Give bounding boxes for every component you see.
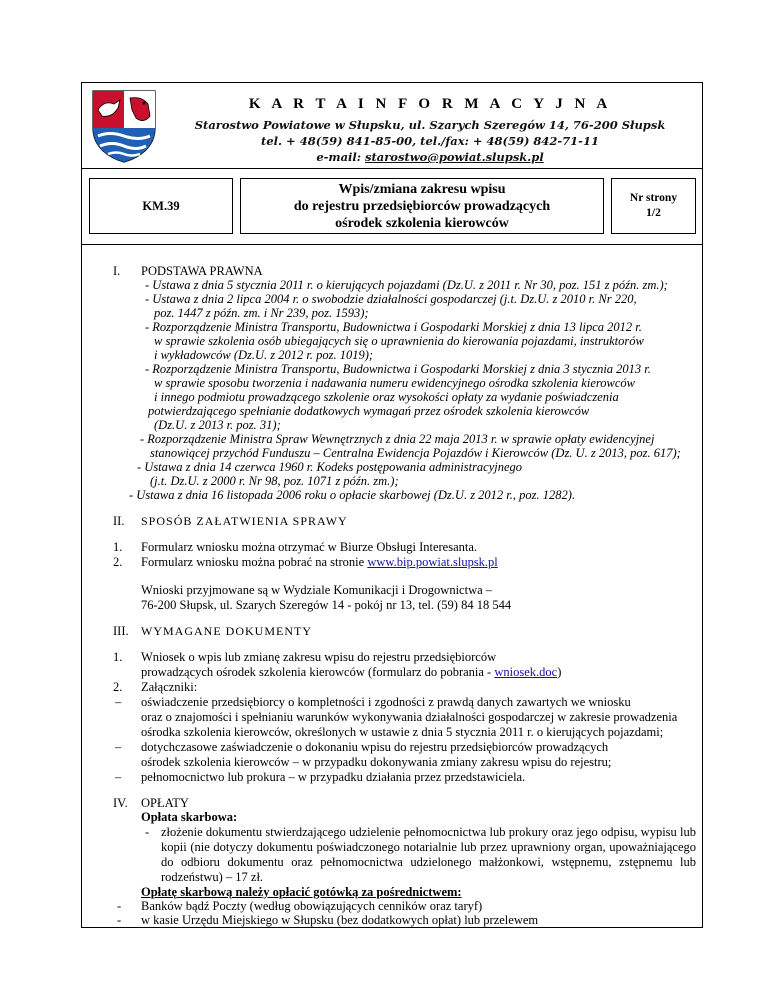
list-number: 2. <box>113 555 123 569</box>
coat-of-arms-logo <box>90 88 158 164</box>
legal-basis-line: (Dz.U. z 2013 r. poz. 31); <box>154 418 281 432</box>
list-number: 1. <box>113 540 123 554</box>
stamp-duty-heading: Opłata skarbowa: <box>141 810 238 824</box>
legal-basis-line: - Ustawa z dnia 5 stycznia 2011 r. o kierujących pojazdami (Dz.U. z 2011 r. Nr 30, poz. 151 z późn. zm.); <box>145 278 668 292</box>
card-code: KM.39 <box>142 198 180 213</box>
legal-basis-line: poz. 1447 z późn. zm. i Nr 239, poz. 1593); <box>154 306 369 320</box>
list-dash: - <box>117 913 122 927</box>
legal-basis-line: w sprawie sposobu tworzenia i nadawania numeru ewidencyjnego ośrodka szkolenia kierowców <box>154 376 635 390</box>
email-label: e-mail: <box>316 150 366 164</box>
payment-heading: Opłatę skarbową należy opłacić gotówką za pośrednictwem: <box>141 885 462 899</box>
bip-website-link[interactable]: www.bip.powiat.slupsk.pl <box>367 555 498 569</box>
document-item-1-text: prowadzących ośrodek szkolenia kierowców (formularz do pobrania - <box>141 665 495 679</box>
card-heading: K A R T A I N F O R M A C Y J N A <box>248 96 612 112</box>
card-title-line3: ośrodek szkolenia kierowców <box>335 215 509 231</box>
list-dash: – <box>115 695 122 709</box>
document-item-1-line1: Wniosek o wpis lub zmianę zakresu wpisu do rejestru przedsiębiorców <box>141 650 497 664</box>
card-title-box <box>240 178 604 234</box>
section-2-number: II. <box>113 514 125 528</box>
header-divider <box>81 168 703 169</box>
card-divider <box>81 244 703 245</box>
legal-basis-line: i innego podmiotu prowadzącego szkolenie oraz wysokości opłaty za wydanie poświadczenia <box>154 390 619 404</box>
card-title-line2: do rejestru przedsiębiorców prowadzących <box>293 198 551 214</box>
list-dash: - <box>117 899 122 913</box>
legal-basis-line: - Rozporządzenie Ministra Transportu, Budownictwa i Gospodarki Morskiej z dnia 13 lipca 2012 r. <box>145 320 642 334</box>
office-note-line1: Wnioski przyjmowane są w Wydziale Komunikacji i Drogownictwa – <box>141 583 493 597</box>
legal-basis-line: - Ustawa z dnia 2 lipca 2004 r. o swobodzie działalności gospodarczej (j.t. Dz.U. z 2010 r. Nr 220, <box>145 292 637 306</box>
procedure-item-2-text: Formularz wniosku można pobrać na stronie <box>141 555 368 569</box>
legal-basis-line: - Rozporządzenie Ministra Transportu, Budownictwa i Gospodarki Morskiej z dnia 3 stycznia 2013 r. <box>145 362 651 376</box>
procedure-item-2 <box>141 555 498 569</box>
attachment-2-line2: ośrodek szkolenia kierowców – w przypadku dokonywania zmiany zakresu wpisu do rejestru; <box>141 755 612 769</box>
legal-basis-line: (j.t. Dz.U. z 2000 r. Nr 98, poz. 1071 z późn. zm.); <box>150 474 399 488</box>
card-title-line1: Wpis/zmiana zakresu wpisu <box>338 181 506 197</box>
legal-basis-line: - Rozporządzenie Ministra Spraw Wewnętrznych z dnia 22 maja 2013 r. w sprawie opłaty ewidencyjnej <box>140 432 655 446</box>
stamp-duty-text: złożenie dokumentu stwierdzającego udzielenie pełnomocnictwa lub prokury oraz jego odpisu, wypisu lub kopii (nie dotyczy dokumentu poświadczonego notarialnie lub przez uprawniony organ, upoważniającego do odbioru dokumentu oraz pełnomocnictwa udzielonego małżonkowi, wstępnemu, zstępnemu lub rodzeństwu) – 17 zł. <box>161 825 696 884</box>
legal-basis-line: - Ustawa z dnia 14 czerwca 1960 r. Kodeks postępowania administracyjnego <box>137 460 523 474</box>
legal-basis-line: - Ustawa z dnia 16 listopada 2006 roku o opłacie skarbowej (Dz.U. z 2012 r., poz. 1282). <box>129 488 576 502</box>
attachment-1-line1: oświadczenie przedsiębiorcy o kompletności i zgodności z prawdą danych zawartych we wniosku <box>141 695 631 709</box>
office-note-line2: 76-200 Słupsk, ul. Szarych Szeregów 14 - pokój nr 13, tel. (59) 84 18 544 <box>141 598 512 612</box>
wniosek-doc-link[interactable]: wniosek.doc <box>494 665 558 679</box>
section-1-title: PODSTAWA PRAWNA <box>141 264 263 278</box>
attachments-label: Załączniki: <box>141 680 198 694</box>
payment-option-2: w kasie Urzędu Miejskiego w Słupsku (bez dodatkowych opłat) lub przelewem <box>141 913 539 927</box>
section-3-title: WYMAGANE DOKUMENTY <box>141 624 312 638</box>
section-4-title: OPŁATY <box>141 796 189 810</box>
attachment-3: pełnomocnictwo lub prokura – w przypadku działania przez przedstawiciela. <box>141 770 526 784</box>
section-2-title: SPOSÓB ZAŁATWIENIA SPRAWY <box>141 514 348 528</box>
list-dash: – <box>115 740 122 754</box>
document-item-1-line2 <box>141 665 561 679</box>
office-email-line <box>160 150 700 164</box>
page-label: Nr strony <box>629 192 678 204</box>
legal-basis-line: potwierdzającego spełnianie dodatkowych wymagań przez ośrodek szkolenia kierowców <box>148 404 590 418</box>
card-code-box <box>89 178 233 234</box>
attachment-2-line1: dotychczasowe zaświadczenie o dokonaniu wpisu do rejestru przedsiębiorców prowadzących <box>141 740 609 754</box>
procedure-item-1: Formularz wniosku można otrzymać w Biurze Obsługi Interesanta. <box>141 540 478 554</box>
page-value: 1/2 <box>646 207 661 219</box>
legal-basis-line: w sprawie szkolenia osób ubiegających się o uprawnienia do kierowania pojazdami, instruktorów <box>154 334 644 348</box>
section-1-number: I. <box>113 264 121 278</box>
email-link[interactable]: starostwo@powiat.slupsk.pl <box>365 150 544 164</box>
section-3-number: III. <box>113 624 129 638</box>
office-address: Starostwo Powiatowe w Słupsku, ul. Szarych Szeregów 14, 76-200 Słupsk <box>194 118 666 132</box>
list-dash: - <box>145 825 150 839</box>
legal-basis-line: stanowiącej przychód Funduszu – Centralna Ewidencja Pojazdów i Kierowców (Dz. U. z 2013, poz. 617); <box>150 446 681 460</box>
section-4-number: IV. <box>113 796 128 810</box>
attachment-1-line3: ośrodka szkolenia kierowców, określonych w ustawie z dnia 5 stycznia 2011 r. o kierujących pojazdami; <box>141 725 664 739</box>
document-item-1-end: ) <box>557 665 562 679</box>
list-number: 2. <box>113 680 123 694</box>
legal-basis-line: i wykładowców (Dz.U. z 2012 r. poz. 1019); <box>154 348 374 362</box>
list-dash: – <box>115 770 122 784</box>
attachment-1-line2: oraz o znajomości i spełnianiu warunków wykonywania działalności gospodarczej w zakresie prowadzenia <box>141 710 678 724</box>
office-phones: tel. + 48(59) 841-85-00, tel./fax: + 48(59) 842-71-11 <box>261 134 599 148</box>
payment-option-1: Banków bądź Poczty (według obowiązujących cenników oraz taryf) <box>141 899 483 913</box>
list-number: 1. <box>113 650 123 664</box>
page-number-box <box>611 178 696 234</box>
